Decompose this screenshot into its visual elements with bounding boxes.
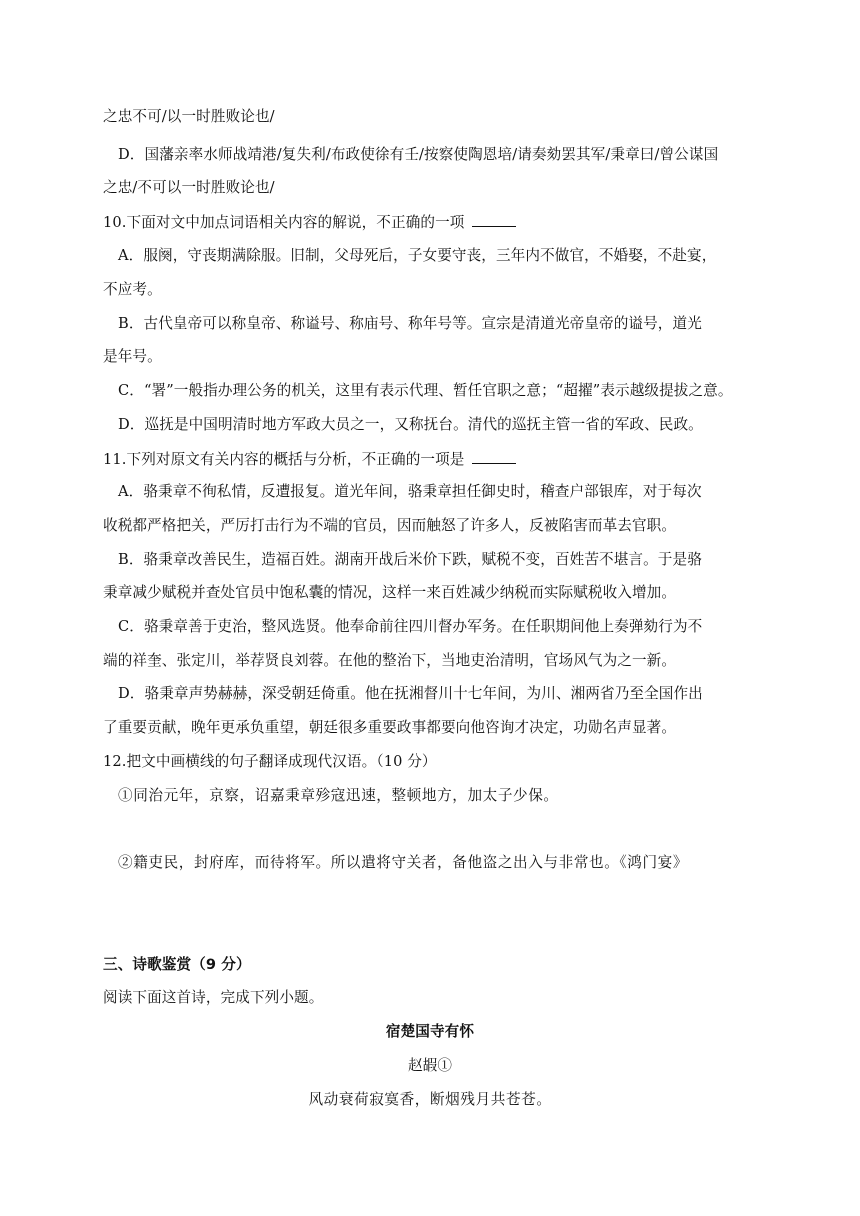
q11-option-c-line1: C．骆秉章善于吏治，整风选贤。他奉命前往四川督办军务。在任职期间他上奏弹劾行为不 bbox=[118, 618, 703, 635]
poem-title: 宿楚国寺有怀 bbox=[385, 1023, 475, 1040]
q11-answer-blank[interactable] bbox=[472, 449, 516, 464]
q10-stem bbox=[103, 212, 516, 233]
q12-stem: 12.把文中画横线的句子翻译成现代汉语。（10 分） bbox=[103, 753, 437, 770]
q10-option-b-line2: 是年号。 bbox=[103, 348, 162, 365]
q12-sentence-1: ①同治元年，京察，诏嘉秉章殄寇迅速，整顿地方，加太子少保。 bbox=[118, 787, 559, 804]
q11-option-b-line1: B．骆秉章改善民生，造福百姓。湖南开战后米价下跌，赋税不变，百姓苦不堪言。于是骆 bbox=[118, 551, 702, 568]
q11-option-d-line1: D．骆秉章声势赫赫，深受朝廷倚重。他在抚湘督川十七年间，为川、湘两省乃至全国作出 bbox=[118, 685, 703, 702]
q11-option-b-line2: 秉章减少赋税并查处官员中饱私囊的情况，这样一来百姓减少纳税而实际赋税收入增加。 bbox=[103, 584, 677, 601]
q12-sentence-2: ②籍吏民，封府库，而待将军。所以遣将守关者，备他盗之出入与非常也。《鸿门宴》 bbox=[118, 854, 689, 871]
q10-option-d: D．巡抚是中国明清时地方军政大员之一，又称抚台。清代的巡抚主管一省的军政、民政。 bbox=[118, 416, 703, 433]
section3-instruction: 阅读下面这首诗，完成下列小题。 bbox=[103, 989, 324, 1006]
section3-heading: 三、诗歌鉴赏（9 分） bbox=[103, 956, 251, 973]
q10-option-a-line1: A．服阕，守丧期满除服。旧制，父母死后，子女要守丧，三年内不做官，不婚娶，不赴宴， bbox=[118, 247, 717, 264]
q11-option-d-line2: 了重要贡献，晚年更承负重望，朝廷很多重要政事都要向他咨询才决定，功勋名声显著。 bbox=[103, 719, 677, 736]
q11-option-a-line2: 收税都严格把关，严厉打击行为不端的官员，因而触怒了许多人，反被陷害而革去官职。 bbox=[103, 517, 677, 534]
poem-line-1: 风动衰荷寂寞香，断烟残月共苍苍。 bbox=[308, 1091, 552, 1108]
q11-option-a-line1: A．骆秉章不徇私情，反遭报复。道光年间，骆秉章担任御史时，稽查户部银库，对于每次 bbox=[118, 483, 702, 500]
q9-option-d-line2: 之忠/不可以一时胜败论也/ bbox=[103, 179, 275, 196]
q10-option-a-line2: 不应考。 bbox=[103, 281, 162, 298]
q9-option-d-line1: D．国藩亲率水师战靖港/复失利/布政使徐有壬/按察使陶恩培/请奏劾罢其军/秉章曰/曾公谋国 bbox=[118, 146, 719, 163]
poem-author: 赵嘏① bbox=[407, 1057, 453, 1074]
q10-option-b-line1: B．古代皇帝可以称皇帝、称谥号、称庙号、称年号等。宣宗是清道光帝皇帝的谥号，道光 bbox=[118, 315, 702, 332]
q11-stem-text: 11.下列对原文有关内容的概括与分析，不正确的一项是 bbox=[103, 451, 465, 468]
q10-option-c: C．“署”一般指办理公务的机关，这里有表示代理、暂任官职之意；“超擢”表示越级提拔之意。 bbox=[118, 382, 733, 399]
q10-stem-text: 10.下面对文中加点词语相关内容的解说，不正确的一项 bbox=[103, 214, 465, 231]
q9-option-c-continuation: 之忠不可/以一时胜败论也/ bbox=[103, 108, 275, 125]
q10-answer-blank[interactable] bbox=[472, 212, 516, 227]
q11-option-c-line2: 端的祥奎、张定川，举荐贤良刘蓉。在他的整治下，当地吏治清明，官场风气为之一新。 bbox=[103, 652, 677, 669]
q11-stem bbox=[103, 449, 516, 470]
